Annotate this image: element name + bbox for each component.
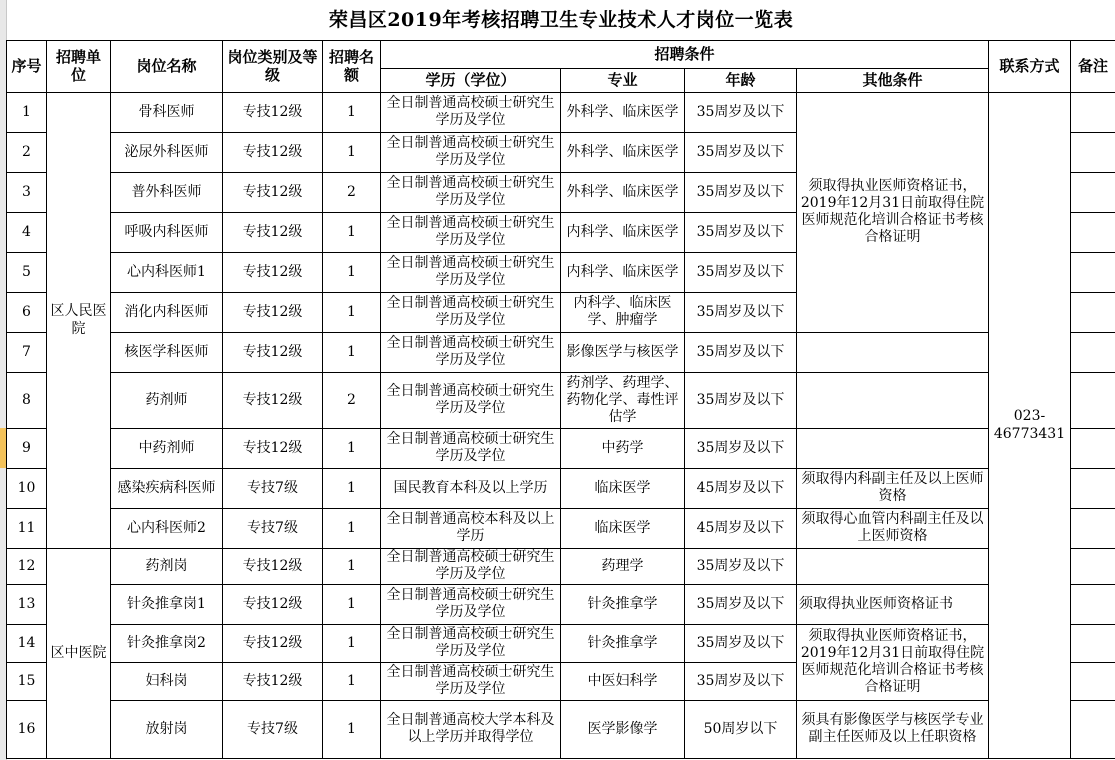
cell-seq[interactable]: 14 xyxy=(7,624,47,662)
header-unit: 招聘单位 xyxy=(47,40,111,92)
cell-position[interactable]: 心内科医师2 xyxy=(111,508,223,548)
cell-remark[interactable] xyxy=(1071,548,1115,584)
header-remark: 备注 xyxy=(1071,40,1115,92)
page-title: 荣昌区2019年考核招聘卫生专业技术人才岗位一览表 xyxy=(7,0,1115,40)
cell-age[interactable]: 35周岁及以下 xyxy=(685,372,797,428)
cell-age[interactable]: 45周岁及以下 xyxy=(685,468,797,508)
cell-count[interactable]: 1 xyxy=(323,468,381,508)
cell-position[interactable]: 泌尿外科医师 xyxy=(111,132,223,172)
cell-seq[interactable]: 15 xyxy=(7,662,47,700)
cell-count[interactable]: 1 xyxy=(323,624,381,662)
header-contact: 联系方式 xyxy=(989,40,1071,92)
cell-education[interactable]: 全日制普通高校硕士研究生学历及学位 xyxy=(381,92,561,132)
cell-age[interactable]: 35周岁及以下 xyxy=(685,212,797,252)
cell-count[interactable]: 1 xyxy=(323,700,381,758)
cell-seq[interactable]: 5 xyxy=(7,252,47,292)
cell-position[interactable]: 放射岗 xyxy=(111,700,223,758)
cell-count[interactable]: 2 xyxy=(323,372,381,428)
cell-major[interactable]: 针灸推拿学 xyxy=(561,584,685,624)
cell-education[interactable]: 全日制普通高校硕士研究生学历及学位 xyxy=(381,428,561,468)
cell-age[interactable]: 35周岁及以下 xyxy=(685,172,797,212)
cell-position[interactable]: 呼吸内科医师 xyxy=(111,212,223,252)
header-seq: 序号 xyxy=(7,40,47,92)
cell-seq[interactable]: 10 xyxy=(7,468,47,508)
cell-age[interactable]: 35周岁及以下 xyxy=(685,132,797,172)
cell-remark[interactable] xyxy=(1071,92,1115,132)
cell-position[interactable]: 中药剂师 xyxy=(111,428,223,468)
cell-category[interactable]: 专技12级 xyxy=(223,624,323,662)
cell-count[interactable]: 1 xyxy=(323,508,381,548)
cell-education[interactable]: 全日制普通高校硕士研究生学历及学位 xyxy=(381,172,561,212)
cell-major[interactable]: 中药学 xyxy=(561,428,685,468)
cell-remark[interactable] xyxy=(1071,468,1115,508)
cell-count[interactable]: 1 xyxy=(323,132,381,172)
job-table xyxy=(6,0,1115,759)
cell-education[interactable]: 国民教育本科及以上学历 xyxy=(381,468,561,508)
cell-category[interactable]: 专技12级 xyxy=(223,428,323,468)
cell-remark[interactable] xyxy=(1071,132,1115,172)
header-conditions: 招聘条件 xyxy=(381,40,989,68)
header-age: 年龄 xyxy=(685,68,797,92)
cell-category[interactable]: 专技12级 xyxy=(223,172,323,212)
cell-other-13[interactable]: 须取得执业医师资格证书 xyxy=(797,584,989,624)
cell-count[interactable]: 2 xyxy=(323,172,381,212)
cell-position[interactable]: 核医学科医师 xyxy=(111,332,223,372)
cell-remark[interactable] xyxy=(1071,252,1115,292)
cell-education[interactable]: 全日制普通高校硕士研究生学历及学位 xyxy=(381,292,561,332)
cell-count[interactable]: 1 xyxy=(323,548,381,584)
cell-category[interactable]: 专技12级 xyxy=(223,548,323,584)
cell-category[interactable]: 专技12级 xyxy=(223,332,323,372)
cell-age[interactable]: 35周岁及以下 xyxy=(685,92,797,132)
cell-age[interactable]: 35周岁及以下 xyxy=(685,624,797,662)
cell-remark[interactable] xyxy=(1071,508,1115,548)
cell-seq[interactable]: 13 xyxy=(7,584,47,624)
cell-other[interactable] xyxy=(797,332,989,372)
cell-education[interactable]: 全日制普通高校硕士研究生学历及学位 xyxy=(381,624,561,662)
cell-age[interactable]: 50周岁以下 xyxy=(685,700,797,758)
cell-education[interactable]: 全日制普通高校硕士研究生学历及学位 xyxy=(381,662,561,700)
cell-unit-hospital2[interactable]: 区中医院 xyxy=(47,548,111,758)
cell-major[interactable]: 临床医学 xyxy=(561,508,685,548)
cell-other-16[interactable]: 须具有影像医学与核医学专业副主任医师及以上任职资格 xyxy=(797,700,989,758)
cell-count[interactable]: 1 xyxy=(323,252,381,292)
cell-other-14-15[interactable]: 须取得执业医师资格证书，2019年12月31日前取得住院医师规范化培训合格证书考核合格证明 xyxy=(797,624,989,700)
cell-category[interactable]: 专技12级 xyxy=(223,372,323,428)
cell-age[interactable]: 35周岁及以下 xyxy=(685,584,797,624)
cell-count[interactable]: 1 xyxy=(323,292,381,332)
header-category: 岗位类别及等级 xyxy=(223,40,323,92)
cell-other[interactable] xyxy=(797,428,989,468)
cell-major[interactable]: 医学影像学 xyxy=(561,700,685,758)
cell-other[interactable] xyxy=(797,372,989,428)
cell-category[interactable]: 专技12级 xyxy=(223,584,323,624)
cell-count[interactable]: 1 xyxy=(323,212,381,252)
cell-education[interactable]: 全日制普通高校硕士研究生学历及学位 xyxy=(381,372,561,428)
cell-other-11[interactable]: 须取得心血管内科副主任及以上医师资格 xyxy=(797,508,989,548)
cell-remark[interactable] xyxy=(1071,212,1115,252)
cell-major[interactable]: 外科学、临床医学 xyxy=(561,92,685,132)
cell-remark[interactable] xyxy=(1071,332,1115,372)
cell-category[interactable]: 专技12级 xyxy=(223,292,323,332)
cell-seq[interactable]: 8 xyxy=(7,372,47,428)
cell-major[interactable]: 内科学、临床医学、肿瘤学 xyxy=(561,292,685,332)
cell-position[interactable]: 心内科医师1 xyxy=(111,252,223,292)
cell-major[interactable]: 药理学 xyxy=(561,548,685,584)
cell-age[interactable]: 35周岁及以下 xyxy=(685,292,797,332)
cell-seq[interactable]: 2 xyxy=(7,132,47,172)
cell-major[interactable]: 内科学、临床医学 xyxy=(561,212,685,252)
cell-other-1-6[interactable]: 须取得执业医师资格证书，2019年12月31日前取得住院医师规范化培训合格证书考核合格证明 xyxy=(797,92,989,332)
cell-seq[interactable]: 6 xyxy=(7,292,47,332)
cell-age[interactable]: 45周岁及以下 xyxy=(685,508,797,548)
cell-major[interactable]: 中医妇科学 xyxy=(561,662,685,700)
cell-major[interactable]: 外科学、临床医学 xyxy=(561,172,685,212)
header-other: 其他条件 xyxy=(797,68,989,92)
cell-seq[interactable]: 9 xyxy=(7,428,47,468)
cell-position[interactable]: 药剂师 xyxy=(111,372,223,428)
cell-seq[interactable]: 3 xyxy=(7,172,47,212)
cell-category[interactable]: 专技7级 xyxy=(223,700,323,758)
cell-category[interactable]: 专技12级 xyxy=(223,212,323,252)
cell-position[interactable]: 消化内科医师 xyxy=(111,292,223,332)
cell-position[interactable]: 药剂岗 xyxy=(111,548,223,584)
cell-remark[interactable] xyxy=(1071,372,1115,428)
cell-seq[interactable]: 4 xyxy=(7,212,47,252)
cell-category[interactable]: 专技7级 xyxy=(223,468,323,508)
cell-major[interactable]: 内科学、临床医学 xyxy=(561,252,685,292)
cell-count[interactable]: 1 xyxy=(323,584,381,624)
cell-education-text: 全日制普通高校硕士研究生学历及学位 xyxy=(386,549,555,582)
cell-education[interactable]: 全日制普通高校硕士研究生学历及学位 xyxy=(381,332,561,372)
cell-seq[interactable]: 7 xyxy=(7,332,47,372)
cell-position[interactable]: 妇科岗 xyxy=(111,662,223,700)
cell-position[interactable]: 普外科医师 xyxy=(111,172,223,212)
cell-category[interactable]: 专技12级 xyxy=(223,92,323,132)
cell-major[interactable]: 外科学、临床医学 xyxy=(561,132,685,172)
cell-education[interactable]: 全日制普通高校硕士研究生学历及学位 xyxy=(381,132,561,172)
cell-age[interactable]: 35周岁及以下 xyxy=(685,332,797,372)
cell-education[interactable]: 全日制普通高校硕士研究生学历及学位 xyxy=(381,252,561,292)
cell-count[interactable]: 1 xyxy=(323,332,381,372)
cell-major[interactable]: 药剂学、药理学、药物化学、毒性评估学 xyxy=(561,372,685,428)
cell-education[interactable]: 全日制普通高校硕士研究生学历及学位 xyxy=(381,584,561,624)
cell-remark[interactable] xyxy=(1071,662,1115,700)
cell-seq[interactable]: 11 xyxy=(7,508,47,548)
cell-remark[interactable] xyxy=(1071,584,1115,624)
cell-category[interactable]: 专技12级 xyxy=(223,662,323,700)
cell-education[interactable]: 全日制普通高校大学本科及以上学历并取得学位 xyxy=(381,700,561,758)
cell-education[interactable]: 全日制普通高校本科及以上学历 xyxy=(381,508,561,548)
cell-count[interactable]: 1 xyxy=(323,428,381,468)
cell-age[interactable]: 35周岁及以下 xyxy=(685,252,797,292)
cell-seq[interactable]: 12 xyxy=(7,548,47,584)
cell-major[interactable]: 针灸推拿学 xyxy=(561,624,685,662)
header-position: 岗位名称 xyxy=(111,40,223,92)
cell-contact[interactable]: 023-46773431 xyxy=(989,92,1071,758)
cell-remark[interactable] xyxy=(1071,428,1115,468)
spreadsheet xyxy=(6,0,1115,760)
header-count: 招聘名额 xyxy=(323,40,381,92)
cell-other[interactable] xyxy=(797,548,989,584)
cell-position[interactable]: 感染疾病科医师 xyxy=(111,468,223,508)
cell-major[interactable]: 临床医学 xyxy=(561,468,685,508)
cell-major[interactable]: 影像医学与核医学 xyxy=(561,332,685,372)
cell-category[interactable]: 专技12级 xyxy=(223,252,323,292)
cell-count[interactable]: 1 xyxy=(323,662,381,700)
cell-other-10[interactable]: 须取得内科副主任及以上医师资格 xyxy=(797,468,989,508)
cell-education[interactable] xyxy=(381,548,561,584)
cell-education[interactable]: 全日制普通高校硕士研究生学历及学位 xyxy=(381,212,561,252)
cell-remark[interactable] xyxy=(1071,624,1115,662)
cell-seq[interactable]: 16 xyxy=(7,700,47,758)
cell-seq[interactable]: 1 xyxy=(7,92,47,132)
cell-position[interactable]: 针灸推拿岗2 xyxy=(111,624,223,662)
cell-remark[interactable] xyxy=(1071,172,1115,212)
cell-unit-hospital1[interactable]: 区人民医院 xyxy=(47,92,111,548)
cell-count[interactable]: 1 xyxy=(323,92,381,132)
cell-position[interactable]: 骨科医师 xyxy=(111,92,223,132)
cell-age[interactable]: 35周岁及以下 xyxy=(685,662,797,700)
cell-remark[interactable] xyxy=(1071,292,1115,332)
header-major: 专业 xyxy=(561,68,685,92)
header-education: 学历（学位） xyxy=(381,68,561,92)
cell-category[interactable]: 专技7级 xyxy=(223,508,323,548)
cell-category[interactable]: 专技12级 xyxy=(223,132,323,172)
cell-age[interactable]: 35周岁及以下 xyxy=(685,548,797,584)
cell-position[interactable]: 针灸推拿岗1 xyxy=(111,584,223,624)
cell-age[interactable]: 35周岁及以下 xyxy=(685,428,797,468)
cell-remark[interactable] xyxy=(1071,700,1115,758)
